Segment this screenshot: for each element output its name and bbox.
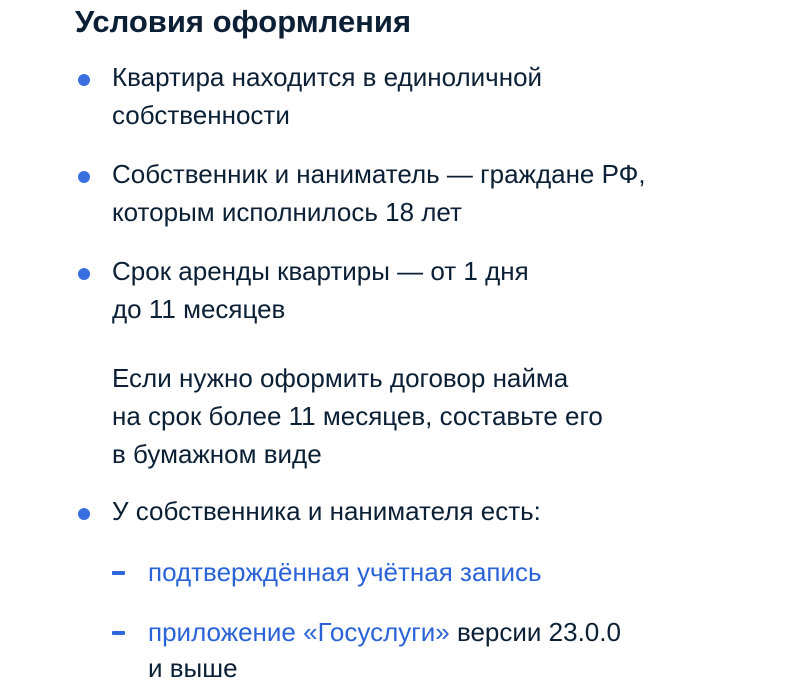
bullet-dot-icon	[78, 74, 90, 86]
bullet-dot-icon	[78, 268, 90, 280]
list-item-text: Собственник и наниматель — граждане РФ, которым исполнилось 18 лет	[112, 159, 646, 227]
subitem-text	[148, 554, 542, 590]
version-text: версии 23.0.0	[449, 617, 621, 647]
page-title: Условия оформления	[75, 4, 412, 39]
dash-icon	[112, 631, 125, 635]
version-continuation-text: и выше	[148, 653, 238, 683]
dash-icon	[112, 571, 125, 575]
bullet-dot-icon	[78, 171, 90, 183]
bullet-dot-icon	[78, 508, 90, 520]
list-item-text: Квартира находится в единоличной собственности	[112, 62, 543, 130]
paper-contract-note: Если нужно оформить договор найма на срок более 11 месяцев, составьте его в бумажном виде	[112, 363, 603, 469]
gosuslugi-app-link[interactable]: приложение «Госуслуги»	[148, 617, 450, 647]
verified-account-link[interactable]: подтверждённая учётная запись	[148, 557, 542, 587]
list-item-text: У собственника и нанимателя есть:	[112, 496, 541, 526]
subitem-text	[148, 614, 621, 650]
list-item-text: Срок аренды квартиры — от 1 дня до 11 месяцев	[112, 256, 529, 324]
